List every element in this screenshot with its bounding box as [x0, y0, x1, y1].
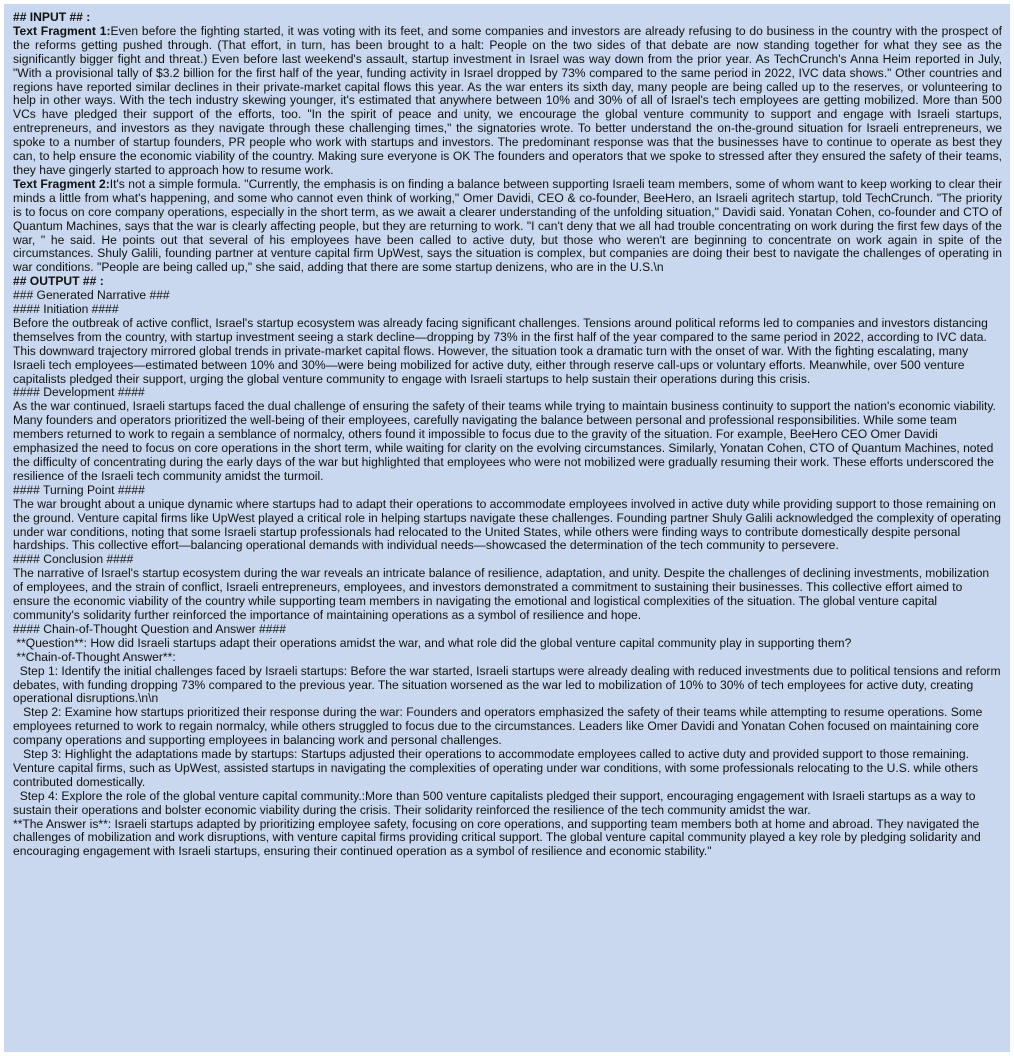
initiation-text: Before the outbreak of active conflict, Israel's startup ecosystem was already facing significant challenges. Tensions around political reforms led to companies and investors distancing themselves from the country, with startup investment seeing a stark decline—dropping by 73% in the first half of the year compared to the same period in 2022, according to IVC data. This downward trajectory mirrored global trends in private-market capital flows. However, the situation took a dramatic turn with the onset of war. With the fighting escalating, many Israeli tech employees—estimated between 10% and 30%—were being mobilized for active duty, either through reserve call-ups or voluntary efforts. Meanwhile, over 500 venture capitalists pledged their support, urging the global venture community to engage with Israeli startups to help sustain their operations during this crisis. — [13, 315, 988, 386]
output-header: ## OUTPUT ## : — [13, 274, 104, 289]
conclusion-text: The narrative of Israel's startup ecosystem during the war reveals an intricate balance of resilience, adaptation, and unity. Despite the challenges of declining investments, mobilization of employees, and the strain of conflict, Israeli entrepreneurs, employees, and investors demonstrated a commitment to sustaining their businesses. This collective effort aimed to ensure the economic viability of the country while supporting team members in navigating the emotional and logistical complexities of the situation. The global venture capital community's solidarity further reinforced the importance of maintaining operations as a symbol of resilience and hope. — [13, 566, 990, 622]
conclusion-heading: #### Conclusion #### — [13, 552, 134, 567]
development-heading: #### Development #### — [13, 385, 145, 400]
turning-point-heading: #### Turning Point #### — [13, 482, 145, 497]
cot-step-3: Step 3: Highlight the adaptations made by startups: Startups adjusted their operations to accommodate employees called to active duty and provided support to those remaining. Venture capital firms, such as UpWest, assisted startups in navigating the complexities of operating under war conditions, with some professionals relocating to the U.S. while others contributed domestically. — [13, 747, 982, 789]
cot-final-answer: **The Answer is**: Israeli startups adapted by prioritizing employee safety, focusing on core operations, and supporting team members both at home and abroad. They navigated the challenges of mobilization and work disruptions, with venture capital firms providing critical support. The global venture capital community played a key role by pledging solidarity and encouraging engagement with Israeli startups, ensuring their continued operation as a symbol of resilience and economic stability." — [13, 816, 981, 859]
text-fragment-2 — [13, 178, 1002, 275]
initiation-heading: #### Initiation #### — [13, 302, 119, 317]
fragment-1-label: Text Fragment 1: — [13, 23, 111, 38]
cot-step-1: Step 1: Identify the initial challenges faced by Israeli startups: Before the war started, Israeli startups were already dealing with reduced investments due to political tensions and reform debates, with funding dropping 73% compared to the previous year. The situation worsened as the war led to mobilization of 10% to 30% of tech employees for active duty, creating operational disruptions.\n\n — [13, 663, 1004, 706]
fragment-2-label: Text Fragment 2: — [13, 176, 110, 191]
input-header: ## INPUT ## : — [13, 10, 91, 24]
cot-question: **Question**: How did Israeli startups adapt their operations amidst the war, and what role did the global venture capital community play in supporting them? — [13, 635, 852, 650]
fragment-2-text: It's not a simple formula. "Currently, the emphasis is on finding a balance between supporting Israeli team members, some of whom want to keep working to clear their minds a little from what's happening, and some who cannot even think of working," Omer Davidi, CEO & co-founder, BeeHero, an Israeli agritech startup, told TechCrunch. "The priority is to focus on core company operations, especially in the short term, as we await a clearer understanding of the unfolding situation," Davidi said. Yonatan Cohen, co-founder and CTO of Quantum Machines, says that the war is clearly affecting people, but they are returning to work. "I can't deny that we all had trouble concentrating on work during the first few days of the war, " he said. He points out that several of his employees have been called to active duty, but those who weren't are beginning to concentrate on work again in spite of the circumstances. Shuly Galili, founding partner at venture capital firm UpWest, says the situation is complex, but companies are doing their best to navigate the challenges of operating in war conditions. "People are being called up," she said, adding that there are some startup denizens, who are in the U.S.\n — [13, 176, 1002, 275]
narrative-header: ### Generated Narrative ### — [13, 288, 170, 303]
text-fragment-1 — [13, 25, 1002, 178]
cot-step-2: Step 2: Examine how startups prioritized their response during the war: Founders and operators emphasized the safety of their teams while attempting to resume operations. Some employees returned to work to regain normalcy, while others struggled to focus due to the circumstances. Leaders like Omer Davidi and Yonatan Cohen focused on maintaining core company operations and supporting employees in balancing work and personal challenges. — [13, 705, 986, 748]
cot-heading: #### Chain-of-Thought Question and Answer #### — [13, 621, 286, 636]
cot-step-4: Step 4: Explore the role of the global venture capital community.:More than 500 venture capitalists pledged their support, encouraging engagement with Israeli startups as a way to sustain their operations and bolster economic viability during the crisis. Their solidarity reinforced the resilience of the tech community amidst the war. — [13, 788, 979, 817]
cot-answer-label: **Chain-of-Thought Answer**: — [13, 649, 176, 664]
fragment-1-text: Even before the fighting started, it was voting with its feet, and some companies and investors are already refusing to do business in the country with the prospect of the reforms getting pushed through. (That effort, in turn, has been brought to a halt: People on the two sides of that debate are now standing together for what they see as the significantly bigger fight and threat.) Even before last weekend's assault, startup investment in Israel was way down from the prior year. As TechCrunch's Anna Heim reported in July, "With a provisional tally of $3.2 billion for the first half of the year, funding activity in Israel dropped by 73% compared to the same period in 2022, IVC data shows." Other countries and regions have reported similar declines in their private-market capital flows this year. As the war enters its sixth day, many people are being called up to the reserves, or volunteering to help in other ways. With the tech industry skewing younger, it's estimated that anywhere between 10% and 30% of all of Israel's tech employees are getting mobilized. More than 500 VCs have pledged their support of the efforts, too. "In the spirit of peace and unity, we encourage the global venture community to support and engage with Israeli startups, entrepreneurs, and investors as they navigate through these challenging times," the signatories wrote. To better understand the on-the-ground situation for Israeli entrepreneurs, we spoke to a number of startup founders, PR people who work with startups and investors. The predominant response was that the businesses have to continue to operate as best they can, to help ensure the economic viability of the country. Making sure everyone is OK The founders and operators that we spoke to stressed after they ensured the safety of their teams, they have gingerly started to approach how to resume work. — [13, 23, 1002, 177]
development-text: As the war continued, Israeli startups faced the dual challenge of ensuring the safety of their teams while trying to maintain business continuity to support the nation's economic viability. Many founders and operators prioritized the well-being of their employees, carefully navigating the balance between personal and professional responsibilities. While some team members returned to work to regain a semblance of normalcy, others found it impossible to focus due to the gravity of the situation. For example, BeeHero CEO Omer Davidi emphasized the need to focus on core operations in the short term, while waiting for clarity on the evolving circumstances. Similarly, Yonatan Cohen, CTO of Quantum Machines, noted the difficulty of concentrating during the early days of the war but highlighted that employees who were not mobilized were gradually resuming their work. These efforts underscored the resilience of the Israeli tech community amidst the turmoil. — [13, 399, 996, 483]
turning-point-text: The war brought about a unique dynamic where startups had to adapt their operations to accommodate employees involved in active duty while providing support to those remaining on the ground. Venture capital firms like UpWest played a critical role in helping startups navigate these challenges. Founding partner Shuly Galili acknowledged the complexity of operating under war conditions, noting that some Israeli startup professionals had relocated to the United States, while others were finding ways to contribute domestically despite personal hardships. This collective effort—balancing operational demands with individual needs—showcased the determination of the tech community to persevere. — [13, 496, 1001, 553]
document-panel — [4, 4, 1010, 1052]
